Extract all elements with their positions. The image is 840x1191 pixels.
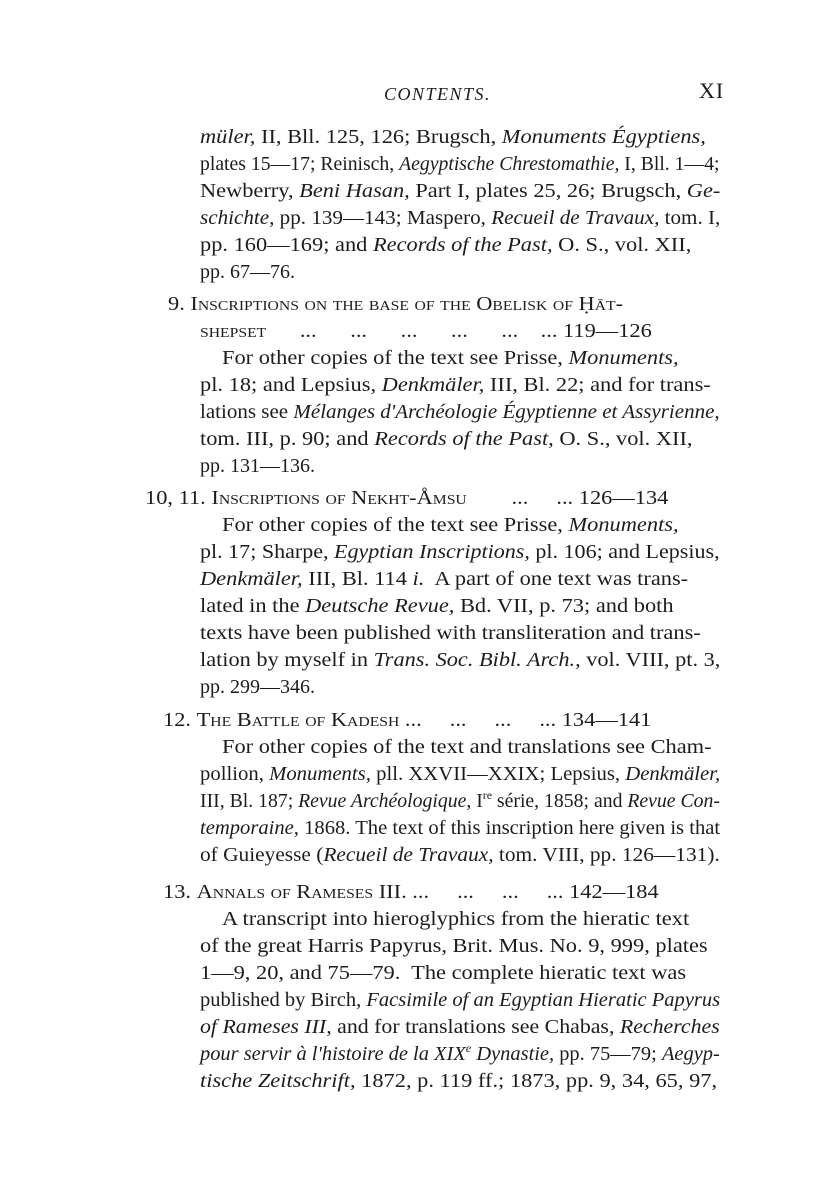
text-run: Newberry, [200,180,300,202]
text-line [145,488,668,508]
text-run: ... ... ... ... ... ... 119—126 [266,320,652,342]
text-line [168,294,623,314]
text-run: pp. 299—346. [200,676,315,698]
text-line [222,737,712,757]
text-run: 12. [163,709,197,731]
small-caps-text: The Battle of Kadesh [196,709,400,731]
text-line [200,375,711,395]
text-line [163,882,659,902]
italic-text: e [465,1041,472,1055]
text-run: Bd. VII, p. 73; and both [454,595,674,617]
italic-text: temporaine, [200,817,299,839]
italic-text: Revue Archéologique, [298,790,472,812]
page-number: XI [699,78,725,103]
text-run: lations see [200,401,294,423]
italic-text: Monuments Égyptiens, [501,126,706,148]
text-run: II, Bll. 125, 126; Brugsch, [255,126,502,148]
text-run: I [471,790,483,812]
text-run: ... ... ... ... 142—184 [406,881,659,903]
text-run: lated in the [200,595,306,617]
text-line [200,963,686,983]
text-run: III, Bl. 22; and for trans- [484,374,711,396]
text-run: tom. I, [659,207,721,229]
text-run: 10, 11. [145,487,212,509]
text-run: For other copies of the text see Prisse, [222,347,569,369]
text-line [200,542,720,562]
text-line [200,623,701,643]
text-run: tom. VIII, pp. 126—131). [493,844,720,866]
text-line [200,764,720,784]
italic-text: Egyptian Inscriptions, [334,541,530,563]
italic-text: i. [412,568,425,590]
text-run: of Guieyesse ( [200,844,324,866]
italic-text: Denkmäler, [200,568,303,590]
italic-text: Records of the Past, [374,428,554,450]
italic-text: Aegyptische Chrestomathie, [399,153,620,175]
text-run: pll. XXVII—XXIX; Lepsius, [370,763,626,785]
text-run: III, Bl. 187; [200,790,299,812]
italic-text: Recherches [619,1016,720,1038]
italic-text: Records of the Past, [372,234,553,256]
italic-text: Monuments, [269,763,371,785]
italic-text: Revue Con- [627,790,720,812]
small-caps-text: Inscriptions on the base of the Obelisk of Ḥāt- [190,293,624,315]
text-run: Part I, plates 25, 26; Brugsch, [409,180,687,202]
italic-text: Facsimile of an Egyptian Hieratic Papyrus [366,989,721,1011]
text-line [200,990,720,1010]
text-run: and for translations see Chabas, [331,1016,620,1038]
text-run: pollion, [200,763,270,785]
text-run: 1—9, 20, and 75—79. The complete hieratic text was [200,962,687,984]
text-run: re [482,788,493,802]
text-run: plates 15—17; Reinisch, [200,153,400,175]
text-line [200,429,693,449]
text-line [200,154,720,174]
text-run: pl. 106; and Lepsius, [529,541,720,563]
text-run: 1868. The text of this inscription here given is that [298,817,721,839]
text-run: 9. [168,293,191,315]
text-run: A transcript into hieroglyphics from the hieratic text [222,908,690,930]
text-run: pl. 17; Sharpe, [200,541,335,563]
text-run: O. S., vol. XII, [553,428,693,450]
text-run: I, Bll. 1—4; [619,153,720,175]
italic-text: Deutsche Revue, [305,595,455,617]
italic-text: Denkmäler, [381,374,485,396]
text-line [200,845,720,865]
italic-text: Aegyp- [661,1043,720,1065]
text-line [163,710,651,730]
italic-text: schichte, [200,207,275,229]
text-line [200,936,708,956]
text-line [200,235,691,255]
text-run: ... ... ... ... 134—141 [399,709,652,731]
text-line [200,1041,720,1065]
text-run: ... ... 126—134 [466,487,669,509]
italic-text: Trans. Soc. Bibl. Arch., [373,649,581,671]
text-line [200,181,720,201]
text-line [200,402,720,422]
italic-text: Recueil de Travaux, [491,207,660,229]
text-line [200,321,652,341]
text-line [200,456,315,476]
text-line [200,569,688,589]
italic-text: Beni Hasan, [299,180,410,202]
text-line [200,1017,720,1037]
text-line [222,515,679,535]
text-line [200,208,720,228]
text-run: published by Birch, [200,989,367,1011]
text-run: pp. 75—79; [554,1043,662,1065]
small-caps-text: Inscriptions of Nekht-Åmsu [211,487,467,509]
italic-text: Denkmäler, [625,763,721,785]
text-line [200,677,315,697]
text-line [200,818,720,838]
text-run: pp. 67—76. [200,261,295,283]
text-run: pl. 18; and Lepsius, [200,374,382,396]
text-line [222,909,689,929]
italic-text: Ge- [686,180,721,202]
text-line [200,127,706,147]
text-line [200,596,674,616]
text-run: 1872, p. 119 ff.; 1873, pp. 9, 34, 65, 97, [355,1070,718,1092]
text-run: série, 1858; and [492,790,628,812]
text-line [200,788,720,812]
italic-text: Monuments, [568,347,679,369]
italic-text: Monuments, [568,514,679,536]
text-line [222,348,679,368]
text-line [200,650,720,670]
text-run: A part of one text was trans- [424,568,689,590]
text-run: O. S., vol. XII, [552,234,692,256]
italic-text: tische Zeitschrift, [200,1070,356,1092]
italic-text: of Rameses III, [200,1016,332,1038]
text-run: pp. 139—143; Maspero, [274,207,492,229]
running-head: CONTENTS. [384,84,492,104]
text-run: pp. 160—169; and [200,234,373,256]
text-run: III, Bl. 114 [302,568,413,590]
small-caps-text: shepset [200,320,267,342]
italic-text: Recueil de Travaux, [323,844,494,866]
italic-text: müler, [200,126,256,148]
text-line [200,1071,717,1091]
text-run: For other copies of the text and translations see Cham- [222,736,712,758]
text-run: pp. 131—136. [200,455,315,477]
text-run: 13. [163,881,197,903]
text-run: texts have been published with transliteration and trans- [200,622,701,644]
text-run: of the great Harris Papyrus, Brit. Mus. No. 9, 999, plates [200,935,708,957]
italic-text: Mélanges d'Archéologie Égyptienne et Assyrienne, [293,401,720,423]
italic-text: Dynastie, [471,1043,555,1065]
text-run: tom. III, p. 90; and [200,428,375,450]
italic-text: pour servir à l'histoire de la XIX [200,1043,466,1065]
text-run: For other copies of the text see Prisse, [222,514,569,536]
small-caps-text: Annals of Rameses III. [196,881,407,903]
text-run: vol. VIII, pt. 3, [580,649,721,671]
text-run: lation by myself in [200,649,374,671]
text-line [200,262,295,282]
